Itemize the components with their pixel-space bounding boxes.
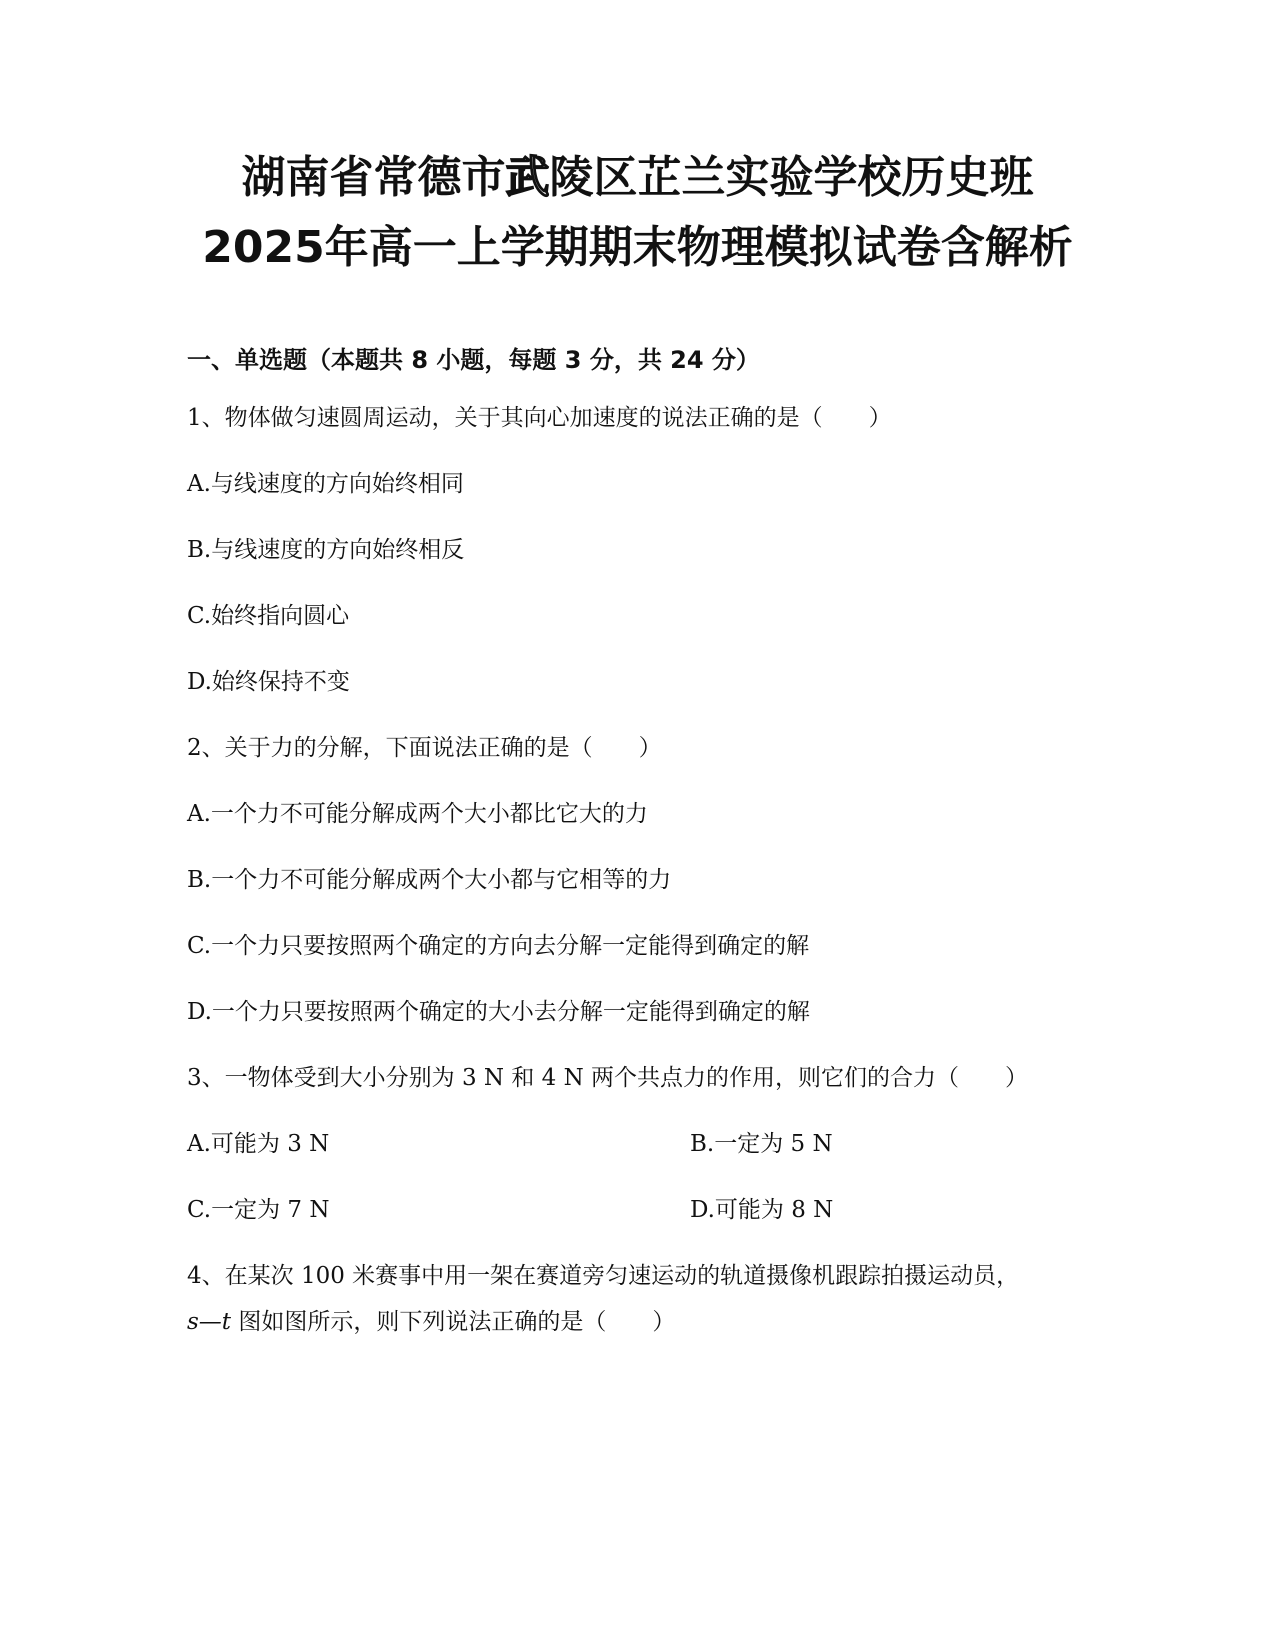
question-1-option-b: B.与线速度的方向始终相反 xyxy=(187,537,465,563)
exam-title-line1 xyxy=(0,150,1275,206)
question-3-stem: 3、一物体受到大小分别为 3 N 和 4 N 两个共点力的作用，则它们的合力（ ） xyxy=(187,1065,1029,1091)
title-part-post: 陵区芷兰实验学校历史班 xyxy=(549,152,1034,203)
question-2-option-d: D.一个力只要按照两个确定的大小去分解一定能得到确定的解 xyxy=(187,999,810,1025)
question-2-option-b: B.一个力不可能分解成两个大小都与它相等的力 xyxy=(187,867,672,893)
question-2-stem: 2、关于力的分解，下面说法正确的是（ ） xyxy=(187,735,662,761)
question-4-stem-line2 xyxy=(187,1306,675,1338)
question-1-option-a: A.与线速度的方向始终相同 xyxy=(187,471,464,497)
question-1-option-c: C.始终指向圆心 xyxy=(187,603,350,629)
question-3-option-a: A.可能为 3 N xyxy=(187,1131,330,1157)
question-2-option-c: C.一个力只要按照两个确定的方向去分解一定能得到确定的解 xyxy=(187,933,810,959)
question-1-option-d: D.始终保持不变 xyxy=(187,669,350,695)
question-1-stem: 1、物体做匀速圆周运动，关于其向心加速度的说法正确的是（ ） xyxy=(187,405,892,431)
exam-title-line2: 2025年高一上学期期末物理模拟试卷含解析 xyxy=(202,222,1073,273)
st-graph-symbol: s—t xyxy=(187,1309,232,1335)
question-3-option-b: B.一定为 5 N xyxy=(690,1131,833,1157)
question-3-option-d: D.可能为 8 N xyxy=(690,1197,834,1223)
question-2-option-a: A.一个力不可能分解成两个大小都比它大的力 xyxy=(187,801,648,827)
section-heading-single-choice: 一、单选题（本题共 8 小题，每题 3 分，共 24 分） xyxy=(187,346,760,374)
title-part-pre: 湖南省常德市 xyxy=(241,152,506,203)
question-4-stem-line1: 4、在某次 100 米赛事中用一架在赛道旁匀速运动的轨道摄像机跟踪拍摄运动员， xyxy=(187,1263,1020,1289)
question-3-option-c: C.一定为 7 N xyxy=(187,1197,330,1223)
question-4-stem-line2-text: 图如图所示，则下列说法正确的是（ ） xyxy=(231,1309,676,1335)
title-outlined-char: 武 xyxy=(505,152,550,203)
